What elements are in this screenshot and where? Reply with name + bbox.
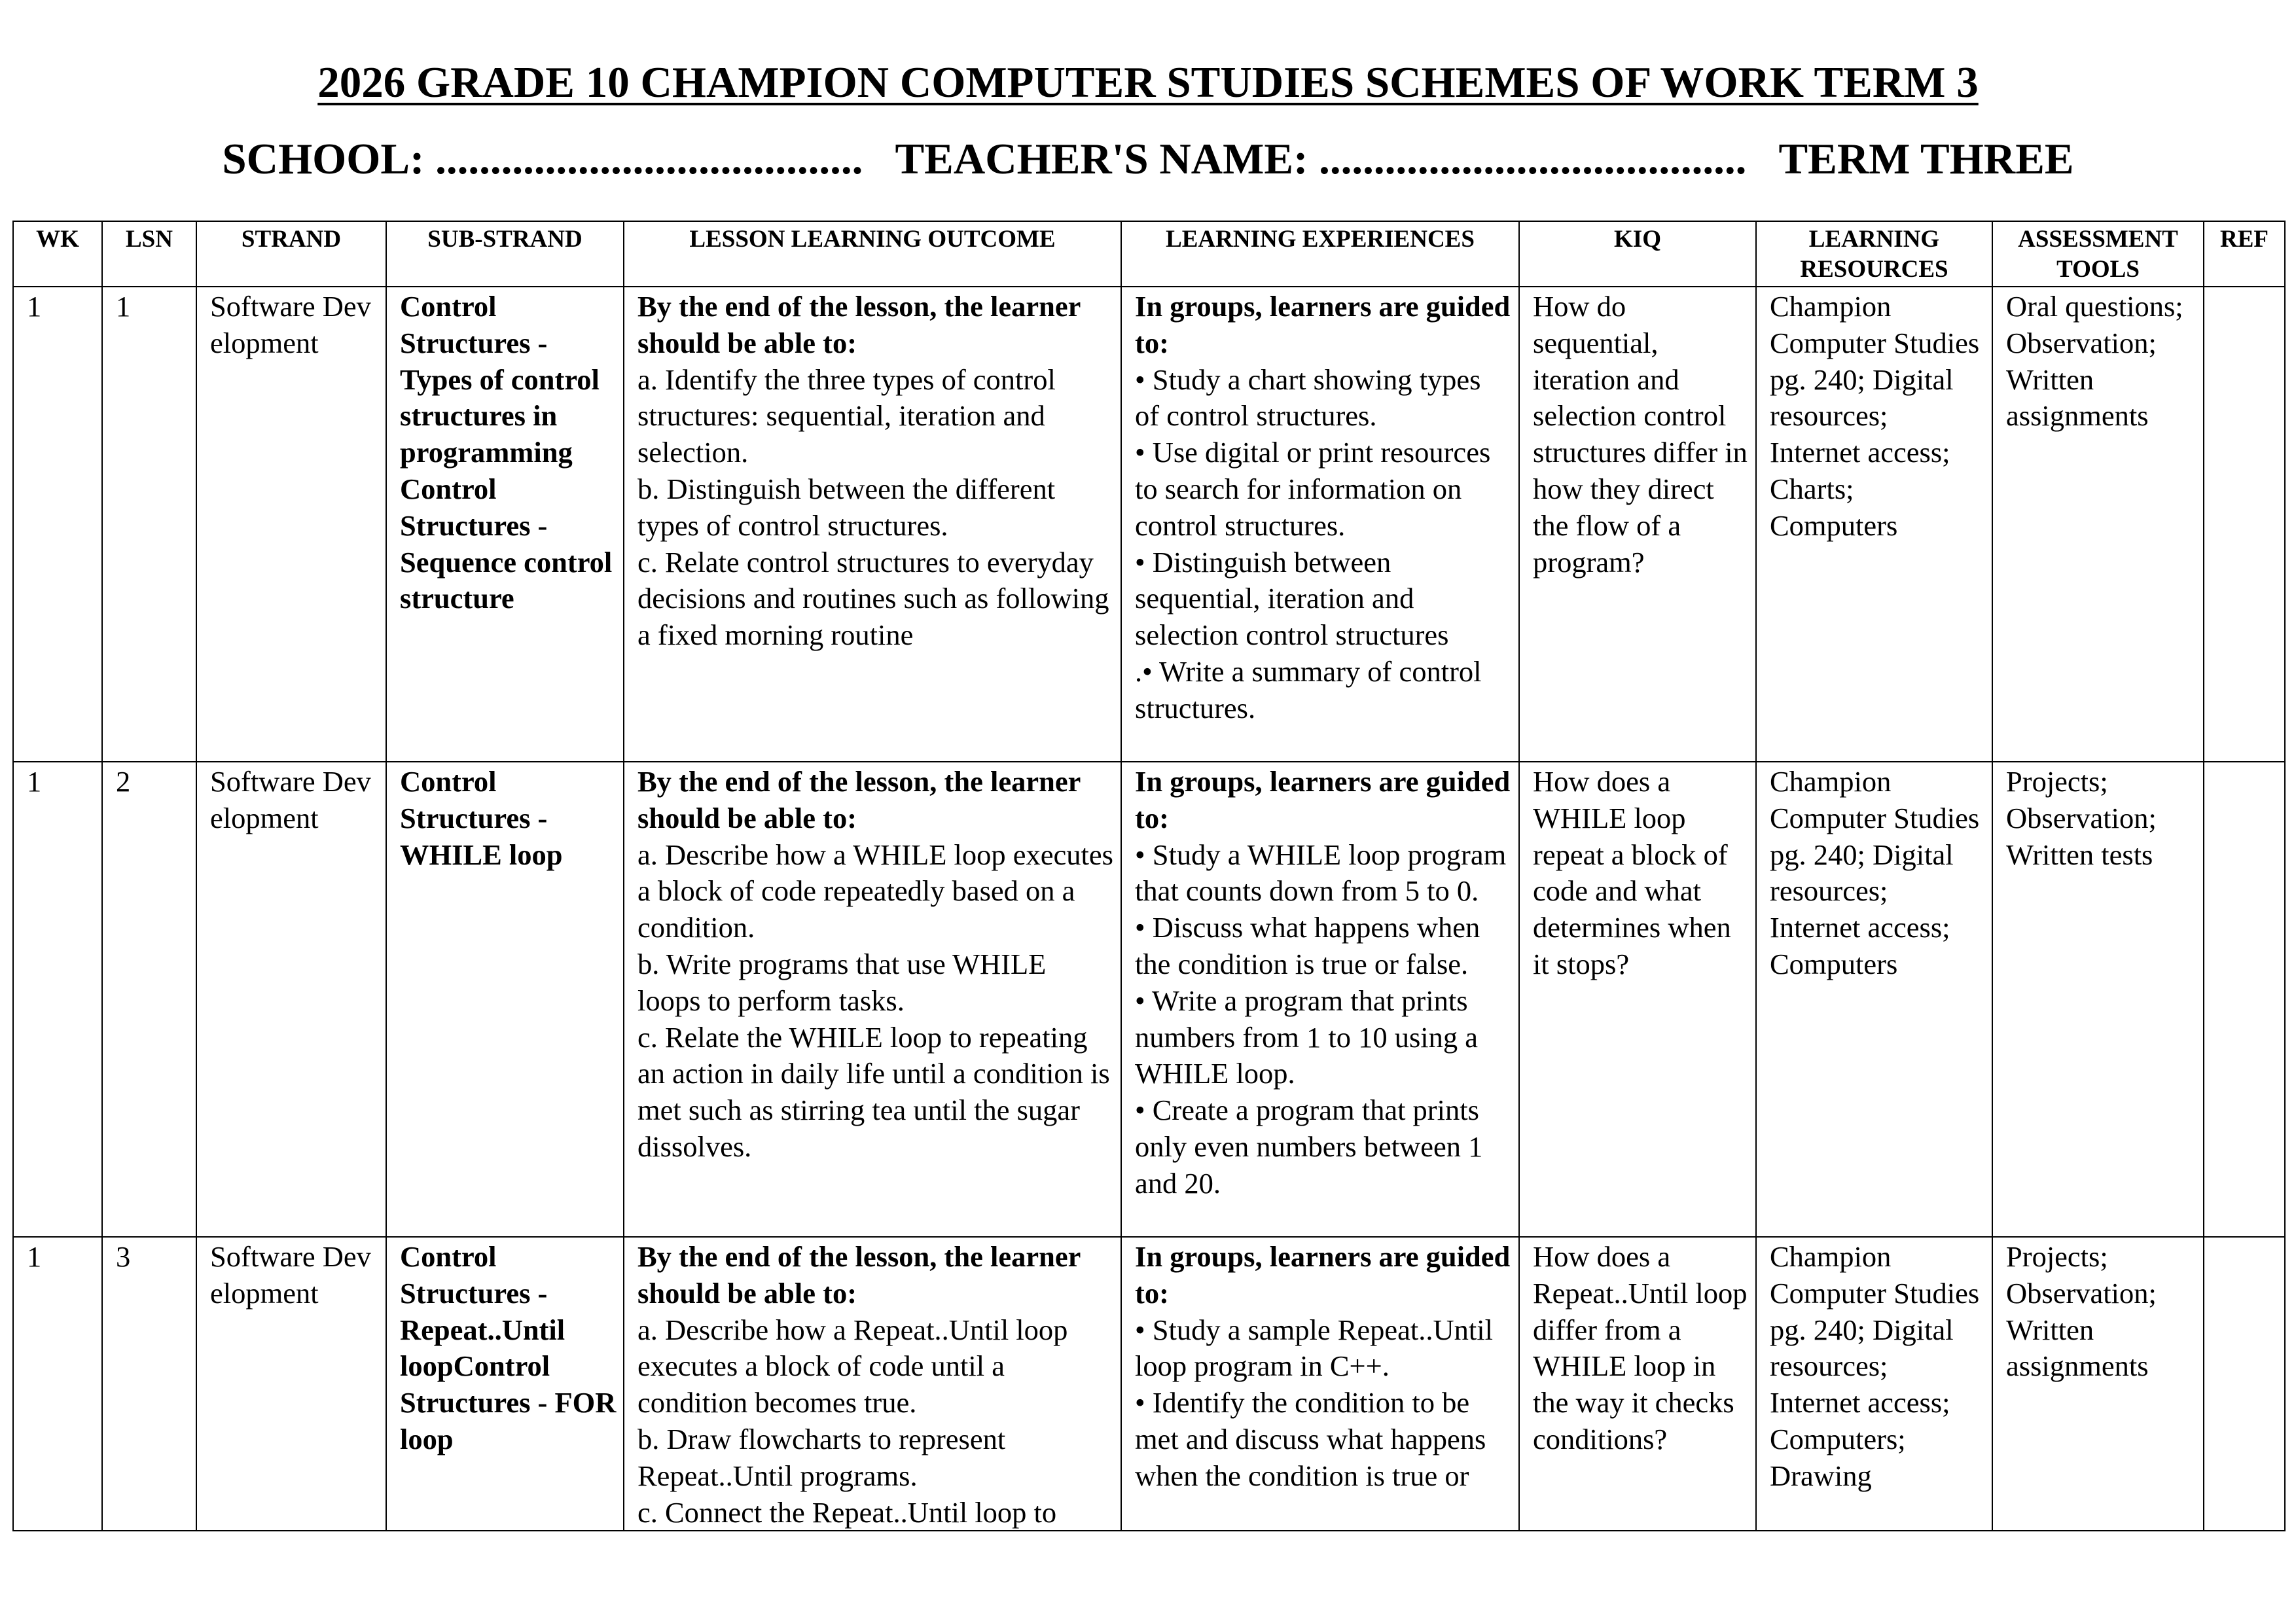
outcome-item: a. Describe how a WHILE loop executes a block of code repeatedly based on a condition. (637, 838, 1113, 944)
experiences-lead: In groups, learners are guided to: (1135, 290, 1511, 359)
cell-strand: Software Development (196, 762, 386, 1237)
experience-item: • Create a program that prints only even numbers between 1 and 20. (1135, 1094, 1483, 1200)
cell-kiq (1519, 1237, 1756, 1531)
kiq-text: How does a Repeat..Until loop differ from a WHILE loop in the way it checks conditions? (1533, 1240, 1748, 1455)
resources-text: Champion Computer Studies pg. 240; Digital resources; Internet access; Computers; Drawing (1770, 1240, 1980, 1492)
experiences-lead: In groups, learners are guided to: (1135, 765, 1511, 834)
cell-sub-strand: Control Structures - WHILE loop (386, 762, 624, 1237)
cell-resources (1756, 1237, 1992, 1531)
cell-wk: 1 (13, 762, 102, 1237)
header-kiq: KIQ (1519, 221, 1756, 287)
experience-item: .• Write a summary of control structures. (1135, 654, 1482, 724)
cell-assessment: Oral questions; Observation; Written assignments (1992, 287, 2204, 762)
experience-item: • Study a sample Repeat..Until loop program in C++. (1135, 1313, 1494, 1383)
table-row (13, 762, 2285, 1237)
cell-resources: Champion Computer Studies pg. 240; Digital resources; Internet access; Computers (1756, 762, 1992, 1237)
outcome-lead: By the end of the lesson, the learner should be able to: (637, 1240, 1081, 1310)
cell-lsn: 3 (102, 1237, 196, 1531)
table-header-row (13, 221, 2285, 287)
experience-item: • Identify the condition to be met and discuss what happens when the condition is true or (1135, 1386, 1486, 1492)
cell-outcome (624, 287, 1121, 762)
cell-sub-strand: Control Structures - Types of control structures in programming Control Structures - Sequence control structure (386, 287, 624, 762)
cell-ref (2204, 762, 2285, 1237)
header-resources: LEARNING RESOURCES (1756, 221, 1992, 287)
header-wk: WK (13, 221, 102, 287)
cell-wk: 1 (13, 287, 102, 762)
cell-wk: 1 (13, 1237, 102, 1531)
outcome-item: a. Describe how a Repeat..Until loop executes a block of code until a condition becomes true. (637, 1313, 1068, 1419)
cell-strand: Software Development (196, 1237, 386, 1531)
cell-ref (2204, 1237, 2285, 1531)
experiences-lead: In groups, learners are guided to: (1135, 1240, 1511, 1310)
outcome-item: b. Write programs that use WHILE loops to perform tasks. (637, 947, 1047, 1017)
schemes-table (12, 221, 2286, 1531)
outcome-item: c. Connect the Repeat..Until loop to (637, 1495, 1057, 1529)
cell-assessment (1992, 1237, 2204, 1531)
header-assessment: ASSESSMENT TOOLS (1992, 221, 2204, 287)
outcome-item: b. Draw flowcharts to represent Repeat..Until programs. (637, 1422, 1006, 1492)
outcome-lead: By the end of the lesson, the learner should be able to: (637, 290, 1081, 359)
table-row (13, 287, 2285, 762)
cell-sub-strand: Control Structures - Repeat..Until loopControl Structures - FOR loop (386, 1237, 624, 1531)
header-ref: REF (2204, 221, 2285, 287)
cell-strand: Software Development (196, 287, 386, 762)
cell-kiq: How does a WHILE loop repeat a block of code and what determines when it stops? (1519, 762, 1756, 1237)
experience-item: • Use digital or print resources to search for information on control structures. (1135, 436, 1491, 542)
header-outcome: LESSON LEARNING OUTCOME (624, 221, 1121, 287)
header-sub-strand: SUB-STRAND (386, 221, 624, 287)
outcome-lead: By the end of the lesson, the learner should be able to: (637, 765, 1081, 834)
header-strand: STRAND (196, 221, 386, 287)
document-subtitle: SCHOOL: ....................................... TEACHER'S NAME: ....................................... TERM THREE (222, 135, 2074, 183)
outcome-item: b. Distinguish between the different types of control structures. (637, 472, 1056, 542)
document-title: 2026 GRADE 10 CHAMPION COMPUTER STUDIES SCHEMES OF WORK TERM 3 (317, 58, 1979, 107)
cell-ref (2204, 287, 2285, 762)
outcome-item: c. Relate control structures to everyday decisions and routines such as following a fixed morning routine (637, 545, 1109, 652)
header-lsn: LSN (102, 221, 196, 287)
experience-item: • Discuss what happens when the condition is true or false. (1135, 911, 1480, 980)
cell-experiences (1121, 287, 1519, 762)
outcome-item: a. Identify the three types of control structures: sequential, iteration and selection. (637, 363, 1056, 469)
assessment-text: Projects; Observation; Written assignments (2006, 1240, 2157, 1383)
experience-item: • Write a program that prints numbers from 1 to 10 using a WHILE loop. (1135, 984, 1479, 1090)
cell-experiences (1121, 1237, 1519, 1531)
header-experiences: LEARNING EXPERIENCES (1121, 221, 1519, 287)
cell-experiences (1121, 762, 1519, 1237)
table-row (13, 1237, 2285, 1531)
cell-resources: Champion Computer Studies pg. 240; Digital resources; Internet access; Charts; Computers (1756, 287, 1992, 762)
experience-item: • Study a chart showing types of control structures. (1135, 363, 1481, 433)
experience-item: • Distinguish between sequential, iteration and selection control structures (1135, 545, 1449, 652)
experience-item: • Study a WHILE loop program that counts down from 5 to 0. (1135, 838, 1507, 908)
cell-assessment: Projects; Observation; Written tests (1992, 762, 2204, 1237)
cell-outcome (624, 762, 1121, 1237)
outcome-item: c. Relate the WHILE loop to repeating an action in daily life until a condition is met such as stirring tea until the sugar dissolves. (637, 1020, 1110, 1163)
cell-lsn: 2 (102, 762, 196, 1237)
cell-outcome (624, 1237, 1121, 1531)
cell-lsn: 1 (102, 287, 196, 762)
cell-kiq: How do sequential, iteration and selection control structures differ in how they direct the flow of a program? (1519, 287, 1756, 762)
